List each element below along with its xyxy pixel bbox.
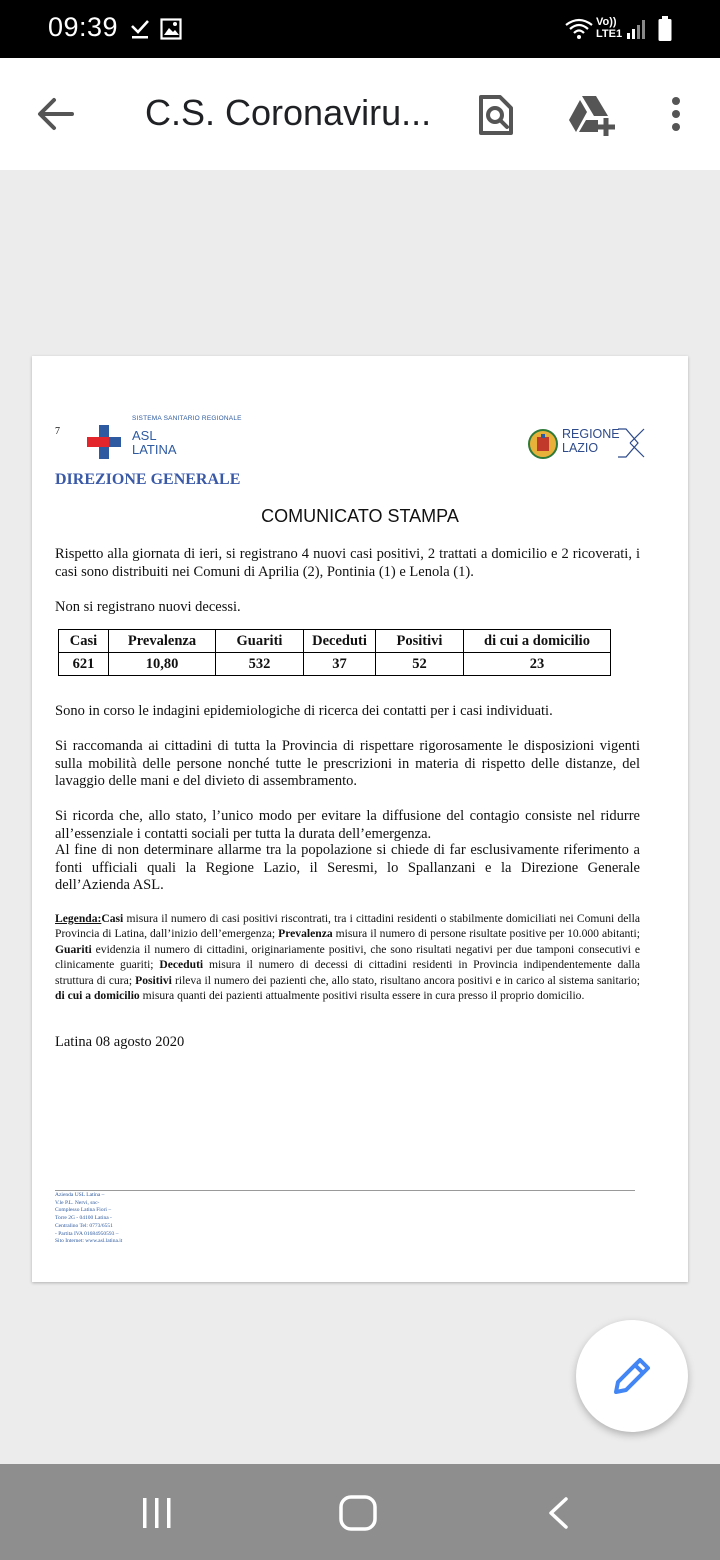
legenda-term-deceduti: Deceduti bbox=[159, 958, 204, 972]
legenda-term-positivi: Positivi bbox=[135, 973, 172, 987]
footer-line: - Partita IVA 01684950593 – bbox=[55, 1230, 119, 1237]
footer-line: Torre 2G - 04100 Latina - bbox=[55, 1215, 112, 1222]
table-cell: 52 bbox=[376, 653, 464, 676]
legenda-term-prevalenza: Prevalenza bbox=[278, 927, 333, 941]
legenda-text-casi: misura il numero di casi positivi riscontrati, tra i cittadini residenti o stabilmente domiciliati nei Comuni della Provincia di Latina, dall’inizio dell’emergenza; bbox=[55, 912, 640, 941]
legenda-text-guariti: evidenzia il numero di cittadini, originariamente positivi, che sono risultati negativi per due tamponi consecutivi e clinicamente guariti; bbox=[55, 942, 640, 972]
recent-apps-icon[interactable] bbox=[140, 1496, 174, 1530]
table-cell: 37 bbox=[304, 653, 376, 676]
legenda-text-deceduti: misura il numero di decessi di cittadini residenti in Provincia indipendentemente dalla struttura di cura; bbox=[55, 958, 640, 987]
footer-line: Azienda USL Latina – bbox=[55, 1192, 105, 1198]
table-cell: 532 bbox=[216, 653, 304, 676]
table-header-cell: Prevalenza bbox=[109, 630, 216, 653]
table-header-cell: Positivi bbox=[376, 630, 464, 653]
statistics-table bbox=[58, 629, 611, 676]
footer-divider bbox=[55, 1190, 635, 1191]
document-title: C.S. Coronaviru... bbox=[145, 92, 432, 133]
system-nav-bar bbox=[0, 1464, 720, 1560]
table-header-row bbox=[59, 630, 611, 653]
regione-lazio-emblem-icon bbox=[528, 428, 558, 460]
asl-logo-line1: ASL bbox=[132, 428, 157, 443]
asl-cross-logo-icon bbox=[87, 425, 121, 459]
document-heading: COMUNICATO STAMPA bbox=[261, 506, 459, 526]
table-cell: 10,80 bbox=[109, 653, 216, 676]
back-nav-icon[interactable] bbox=[546, 1496, 572, 1530]
pdf-page bbox=[32, 356, 688, 1282]
regione-lazio-chevron-icon bbox=[618, 428, 646, 458]
back-arrow-icon[interactable] bbox=[36, 96, 74, 132]
table-cell: 621 bbox=[59, 653, 109, 676]
legenda-block bbox=[55, 911, 640, 1003]
footer-line: Centralino Tel: 0773/6551 bbox=[55, 1222, 113, 1229]
more-options-icon[interactable] bbox=[669, 96, 683, 132]
network-label bbox=[596, 16, 622, 40]
pencil-icon bbox=[608, 1352, 656, 1400]
regione-lazio-text bbox=[562, 427, 620, 455]
wifi-icon bbox=[564, 16, 594, 40]
table-header-cell: Casi bbox=[59, 630, 109, 653]
footer-line: Complesso Latina Fiori – bbox=[55, 1207, 112, 1214]
gallery-icon bbox=[160, 18, 182, 40]
legenda-term-casi: Casi bbox=[101, 912, 124, 925]
signal-icon bbox=[626, 18, 646, 40]
add-to-drive-icon[interactable] bbox=[568, 94, 616, 136]
battery-icon bbox=[658, 16, 672, 42]
date-line: Latina 08 agosto 2020 bbox=[55, 1034, 185, 1050]
network-label-bottom: LTE1 bbox=[596, 28, 623, 40]
document-viewer[interactable] bbox=[0, 170, 720, 1464]
paragraph-investigations: Sono in corso le indagini epidemiologiche di ricerca dei contatti per i casi individuati. bbox=[55, 703, 553, 719]
paragraph-new-cases: Rispetto alla giornata di ieri, si registrano 4 nuovi casi positivi, 2 trattati a domicilio e 2 ricoverati, i casi sono distribuiti nei Comuni di Aprilia (2), Pontinia (1) e Lenola (1). bbox=[55, 546, 640, 580]
paragraph-recommendations: Si raccomanda ai cittadini di tutta la Provincia di rispettare rigorosamente le disposizioni vigenti sulla mobilità delle persone nonché tutte le prescrizioni in materia di rispetto delle distanze, del lavaggio delle mani e del divieto di assembramento. bbox=[55, 738, 640, 789]
legenda-text-domicilio: misura quanti dei pazienti attualmente positivi risulta essere in cura presso il proprio domicilio. bbox=[139, 989, 585, 1003]
home-icon[interactable] bbox=[338, 1494, 378, 1532]
table-header-cell: di cui a domicilio bbox=[464, 630, 611, 653]
app-bar bbox=[0, 58, 720, 170]
asl-logo-line2: LATINA bbox=[132, 442, 177, 457]
status-time: 09:39 bbox=[48, 12, 119, 42]
legenda-term-guariti: Guariti bbox=[55, 942, 92, 956]
table-header-cell: Deceduti bbox=[304, 630, 376, 653]
table-row bbox=[59, 653, 611, 676]
network-label-top: Vo)) bbox=[596, 16, 617, 28]
page-number: 7 bbox=[55, 426, 60, 437]
legenda-label: Legenda: bbox=[55, 912, 102, 925]
footer-line: Sito Internet: www.asl.latina.it bbox=[55, 1238, 123, 1245]
status-bar bbox=[0, 0, 720, 58]
paragraph-social-contacts: Si ricorda che, allo stato, l’unico modo per evitare la diffusione del contagio consiste nel ridurre all’essenziale i contatti sociali per tutta la durata dell’emergenza. bbox=[55, 808, 640, 842]
paragraph-official-sources: Al fine di non determinare allarme tra la popolazione si chiede di far esclusivamente riferimento a fonti ufficiali quali la Regione Lazio, il Seresmi, lo Spallanzani e la Direzione Generale dell’Azienda ASL. bbox=[55, 842, 640, 893]
table-header-cell: Guariti bbox=[216, 630, 304, 653]
asl-logo-text bbox=[132, 429, 177, 457]
find-in-page-icon[interactable] bbox=[478, 94, 514, 136]
legenda-text-prevalenza: misura il numero di persone risultate positive per 10.000 abitanti; bbox=[332, 927, 640, 941]
regione-line1: REGIONE bbox=[562, 427, 620, 441]
legenda-term-domicilio: di cui a domicilio bbox=[55, 989, 140, 1003]
legenda-text-positivi: rileva il numero dei pazienti che, allo stato, risultano ancora positivi e in carico al sistema sanitario; bbox=[171, 973, 640, 987]
footer-line: V.le P.L. Nervi, snc- bbox=[55, 1199, 100, 1206]
asl-logo-caption: SISTEMA SANITARIO REGIONALE bbox=[132, 415, 242, 422]
table-cell: 23 bbox=[464, 653, 611, 676]
footer-address bbox=[55, 1192, 145, 1246]
regione-line2: LAZIO bbox=[562, 441, 599, 455]
edit-fab-button[interactable] bbox=[576, 1320, 688, 1432]
direzione-generale-heading: DIREZIONE GENERALE bbox=[55, 471, 241, 488]
checkmark-download-icon bbox=[130, 18, 150, 40]
paragraph-no-deaths: Non si registrano nuovi decessi. bbox=[55, 599, 241, 615]
